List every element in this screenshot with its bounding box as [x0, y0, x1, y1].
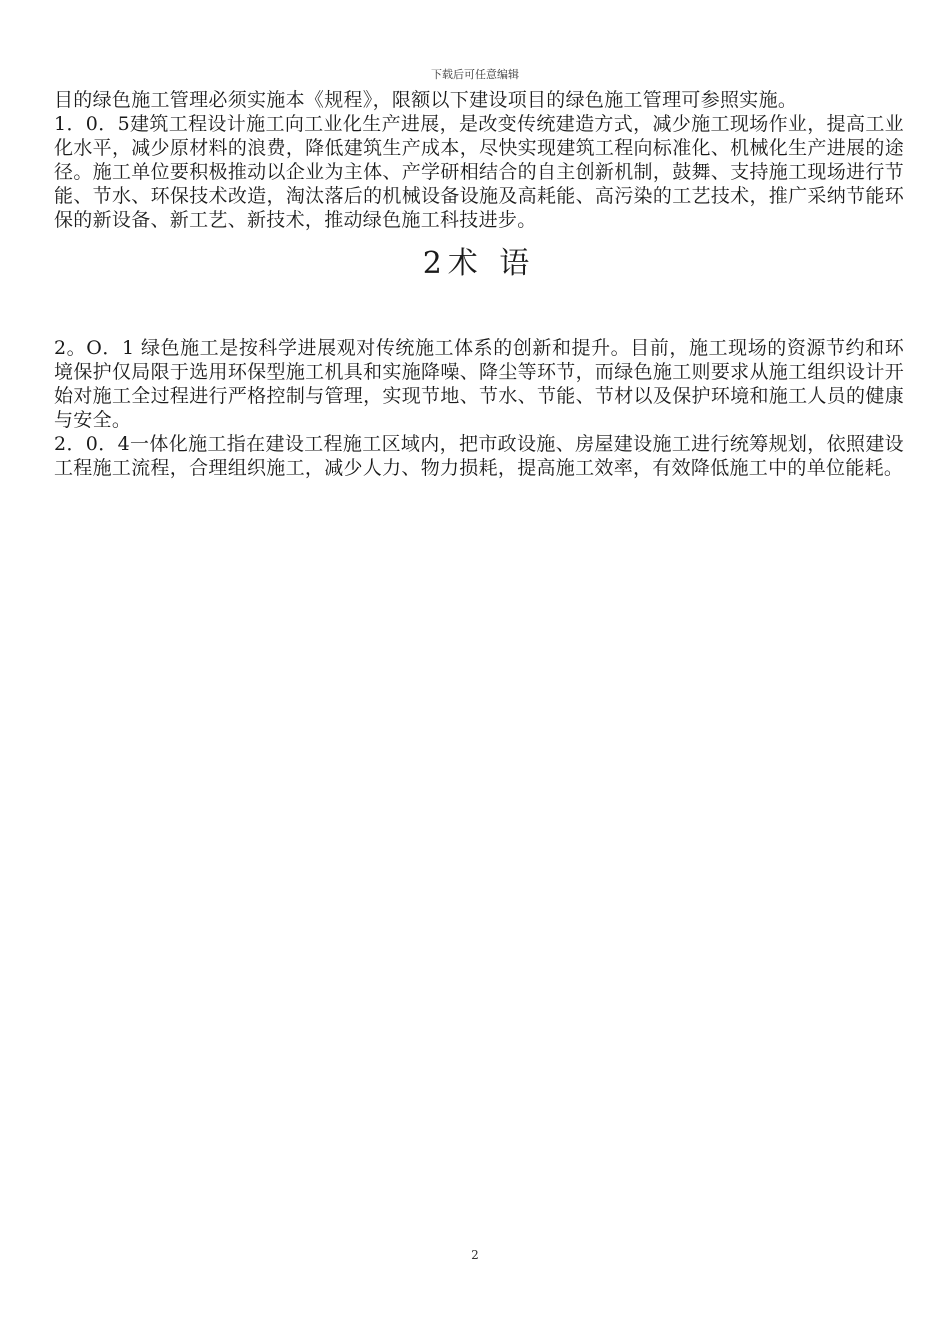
paragraph-scope-continued: 目的绿色施工管理必须实施本《规程》，限额以下建设项目的绿色施工管理可参照实施。	[54, 89, 798, 111]
section-spacer	[54, 284, 904, 336]
paragraph-2-0-1: 2。O．1 绿色施工是按科学进展观对传统施工体系的创新和提升。目前，施工现场的资源节约和环境保护仅局限于选用环保型施工机具和实施降噪、降尘等环节，而绿色施工则要求从施工组织设计开始对施工全过程进行严格控制与管理，实现节地、节水、节能、节材以及保护环境和施工人员的健康与安全。	[54, 337, 904, 431]
paragraph-2-0-4: 2．0．4一体化施工指在建设工程施工区域内，把市政设施、房屋建设施工进行统筹规划，依照建设工程施工流程，合理组织施工，减少人力、物力损耗，提高施工效率，有效降低施工中的单位能耗。	[54, 433, 904, 479]
section-title-terms: 2术 语	[422, 246, 536, 281]
document-body	[54, 88, 904, 480]
paragraph-1-0-5: 1．0．5建筑工程设计施工向工业化生产进展，是改变传统建造方式，减少施工现场作业，提高工业化水平，减少原材料的浪费，降低建筑生产成本，尽快实现建筑工程向标准化、机械化生产进展的途径。施工单位要积极推动以企业为主体、产学研相结合的自主创新机制，鼓舞、支持施工现场进行节能、节水、环保技术改造，淘汰落后的机械设备设施及高耗能、高污染的工艺技术，推广采纳节能环保的新设备、新工艺、新技术，推动绿色施工科技进步。	[54, 113, 904, 231]
header-note: 下载后可任意编辑	[431, 68, 519, 81]
page-number: 2	[471, 1248, 479, 1262]
